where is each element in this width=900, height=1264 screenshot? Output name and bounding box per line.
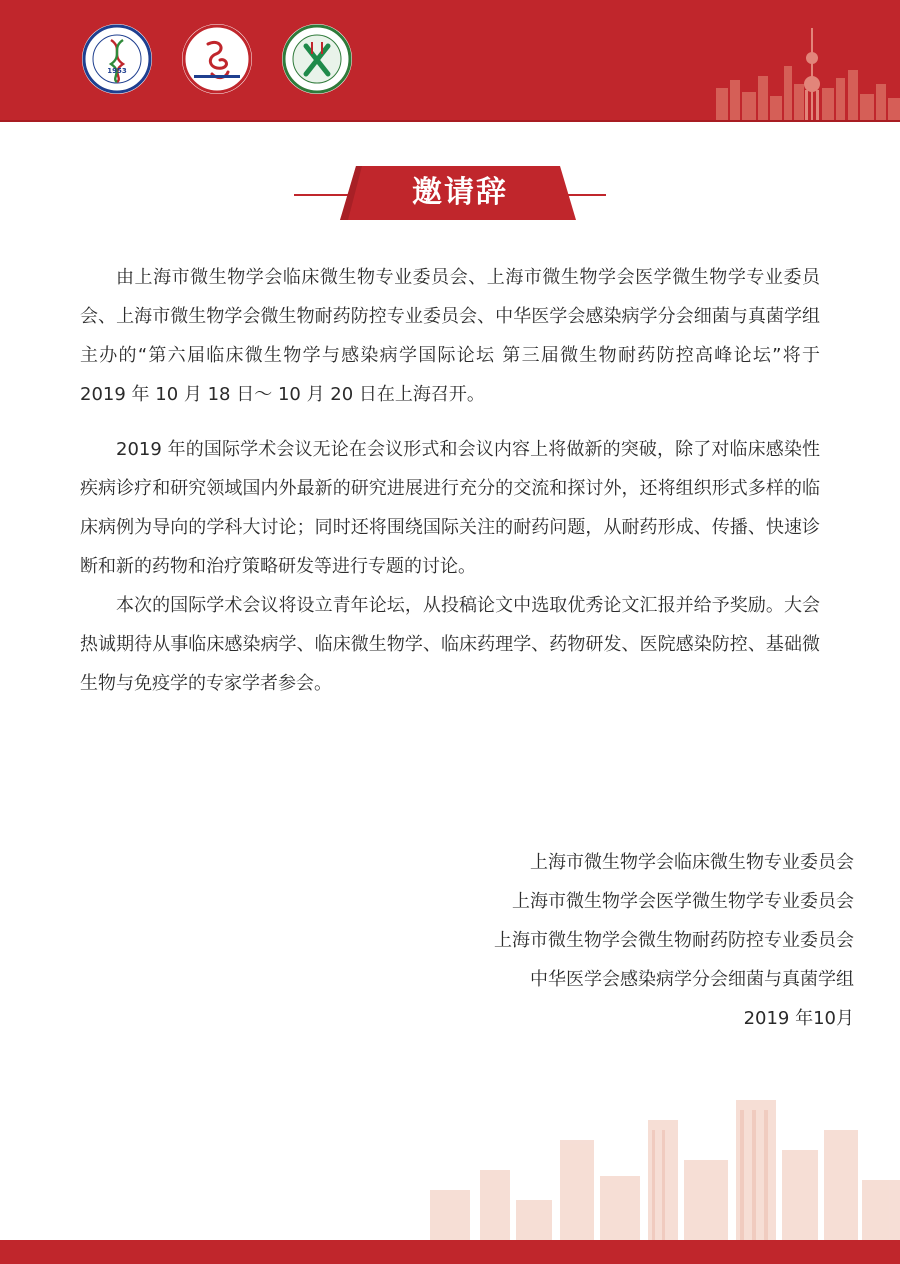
signature-block (334, 843, 854, 1038)
paragraph-2: 2019 年的国际学术会议无论在会议形式和会议内容上将做新的突破，除了对临床感染性疾病诊疗和研究领域国内外最新的研究进展进行充分的交流和探讨外，还将组织形式多样的临床病例为导向的学科大讨论；同时还将围绕国际关注的耐药问题，从耐药形成、传播、快速诊断和新的药物和治疗策略研发等进行专题的讨论。 (80, 439, 820, 577)
logo-year: 1953 (107, 67, 127, 75)
signature-org-3: 上海市微生物学会微生物耐药防控专业委员会 (494, 930, 854, 951)
antimicrobial-resistance-committee-logo (282, 24, 352, 94)
signature-date: 2019 年10月 (743, 1008, 854, 1029)
skyline-bottom-illustration (400, 1080, 900, 1240)
page-title: 邀请辞 (412, 175, 508, 210)
shanghai-society-microbiology-logo (82, 24, 152, 94)
signature-org-4: 中华医学会感染病学分会细菌与真菌学组 (530, 969, 854, 990)
paragraph-1: 由上海市微生物学会临床微生物专业委员会、上海市微生物学会医学微生物学专业委员会、上海市微生物学会微生物耐药防控专业委员会、中华医学会感染病学分会细菌与真菌学组主办的“第六届临床微生物学与感染病学国际论坛 第三届微生物耐药防控高峰论坛”将于 2019 年 10 月 18 日～ 10 月 20 日在上海召开。 (80, 267, 820, 405)
footer-bar (0, 1240, 900, 1264)
invitation-body (80, 258, 820, 703)
title-section (0, 166, 900, 222)
clinical-microbiology-committee-logo (182, 24, 252, 94)
signature-org-2: 上海市微生物学会医学微生物学专业委员会 (512, 891, 854, 912)
paragraph-3: 本次的国际学术会议将设立青年论坛，从投稿论文中选取优秀论文汇报并给予奖励。大会热诚期待从事临床感染病学、临床微生物学、临床药理学、药物研发、医院感染防控、基础微生物与免疫学的专家学者参会。 (80, 595, 820, 694)
signature-org-1: 上海市微生物学会临床微生物专业委员会 (530, 852, 854, 873)
header-divider (0, 120, 900, 122)
skyline-top-illustration (700, 18, 900, 120)
